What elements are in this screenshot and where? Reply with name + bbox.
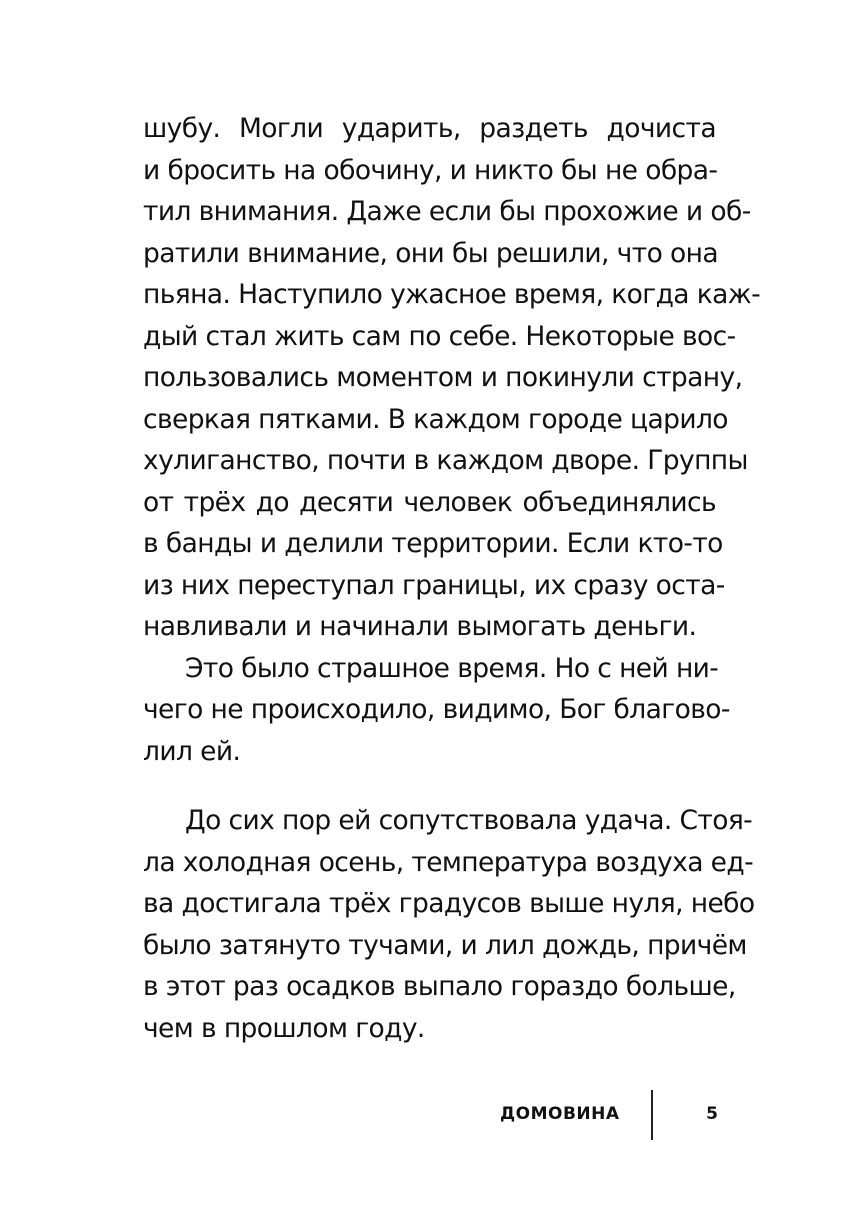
text-line: от трёх до десяти человек объединялись [143, 486, 716, 518]
text-line: чем в прошлом году. [143, 1012, 425, 1044]
text-line: ла холодная осень, температура воздуха ед- [143, 846, 754, 878]
text-block-bottom [143, 800, 755, 1049]
text-line: дый стал жить сам по себе. Некоторые вос- [143, 320, 736, 352]
text-line: в банды и делили территории. Если кто-то [143, 528, 723, 559]
text-line: сверкая пятками. В каждом городе царило [143, 403, 728, 435]
text-line: хулиганство, почти в каждом дворе. Группы [143, 445, 748, 476]
footer-divider [651, 1090, 653, 1140]
text-line: тил внимания. Даже если бы прохожие и об- [143, 196, 751, 227]
text-line: в этот раз осадков выпало гораздо больше, [143, 971, 736, 1002]
text-block-top [143, 108, 761, 772]
text-line: и бросить на обочину, и никто бы не обра- [143, 154, 718, 186]
text-line: из них переступал границы, их сразу оста- [143, 569, 725, 601]
paragraph-2 [143, 648, 730, 773]
text-line: пользовались моментом и покинули страну, [143, 362, 743, 393]
text-line: пьяна. Наступило ужасное время, когда каж- [143, 279, 761, 310]
paragraph-3 [143, 800, 755, 1049]
text-line: чего не происходило, видимо, Бог благово- [143, 694, 730, 725]
running-footer-title: ДОМОВИНА [500, 1104, 620, 1124]
text-line: ва достигала трёх градусов выше нуля, небо [143, 888, 755, 919]
page-number: 5 [706, 1104, 718, 1124]
text-line: ратили внимание, они бы решили, что она [143, 237, 718, 269]
text-line: шубу. Могли ударить, раздеть дочиста [143, 113, 716, 144]
text-line: Это было страшное время. Но с ней ни- [185, 652, 719, 684]
text-line: было затянуто тучами, и лил дождь, причём [143, 929, 747, 961]
text-line: лил ей. [143, 735, 241, 767]
text-line: До сих пор ей сопутствовала удача. Стоя- [185, 805, 753, 836]
paragraph-1 [143, 108, 761, 648]
text-line: навливали и начинали вымогать деньги. [143, 611, 697, 642]
